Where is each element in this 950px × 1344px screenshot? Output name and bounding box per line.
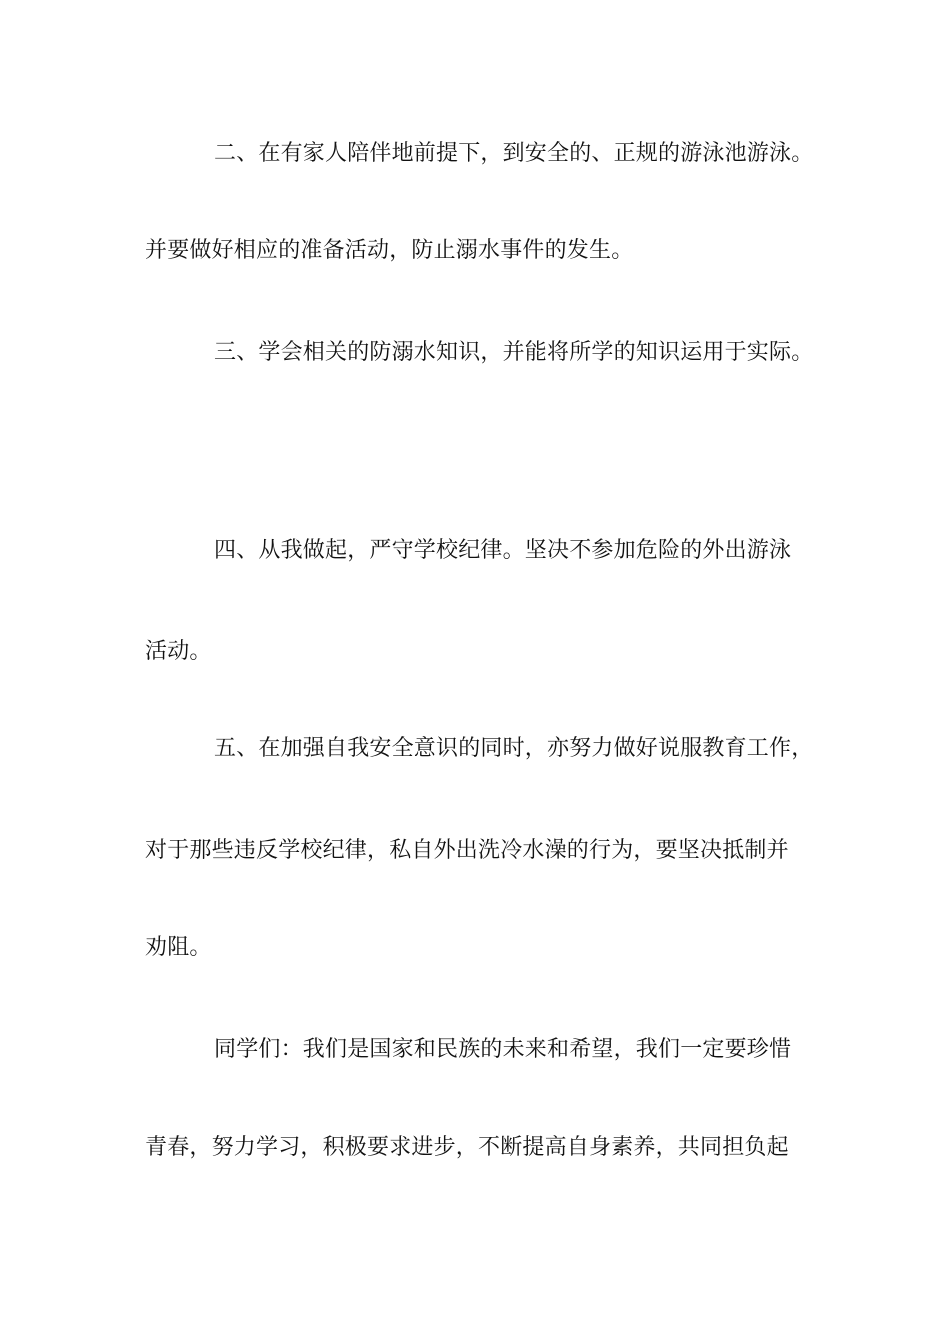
paragraph-5-line-1: 五、在加强自我安全意识的同时，亦努力做好说服教育工作， — [214, 736, 814, 761]
paragraph-3-line-1: 三、学会相关的防溺水知识，并能将所学的知识运用于实际。 — [214, 340, 814, 365]
paragraph-4-line-2: 活动。 — [145, 639, 212, 664]
paragraph-2-line-2: 并要做好相应的准备活动，防止溺水事件的发生。 — [145, 238, 634, 263]
paragraph-4-line-1: 四、从我做起，严守学校纪律。坚决不参加危险的外出游泳 — [214, 538, 792, 563]
paragraph-6-line-2: 青春，努力学习，积极要求进步，不断提高自身素养，共同担负起 — [145, 1135, 789, 1160]
paragraph-2-line-1: 二、在有家人陪伴地前提下，到安全的、正规的游泳池游泳。 — [214, 141, 814, 166]
paragraph-6-line-1: 同学们：我们是国家和民族的未来和希望，我们一定要珍惜 — [214, 1037, 792, 1062]
paragraph-5-line-2: 对于那些违反学校纪律，私自外出洗冷水澡的行为，要坚决抵制并 — [145, 838, 789, 863]
paragraph-5-line-3: 劝阻。 — [145, 935, 212, 960]
